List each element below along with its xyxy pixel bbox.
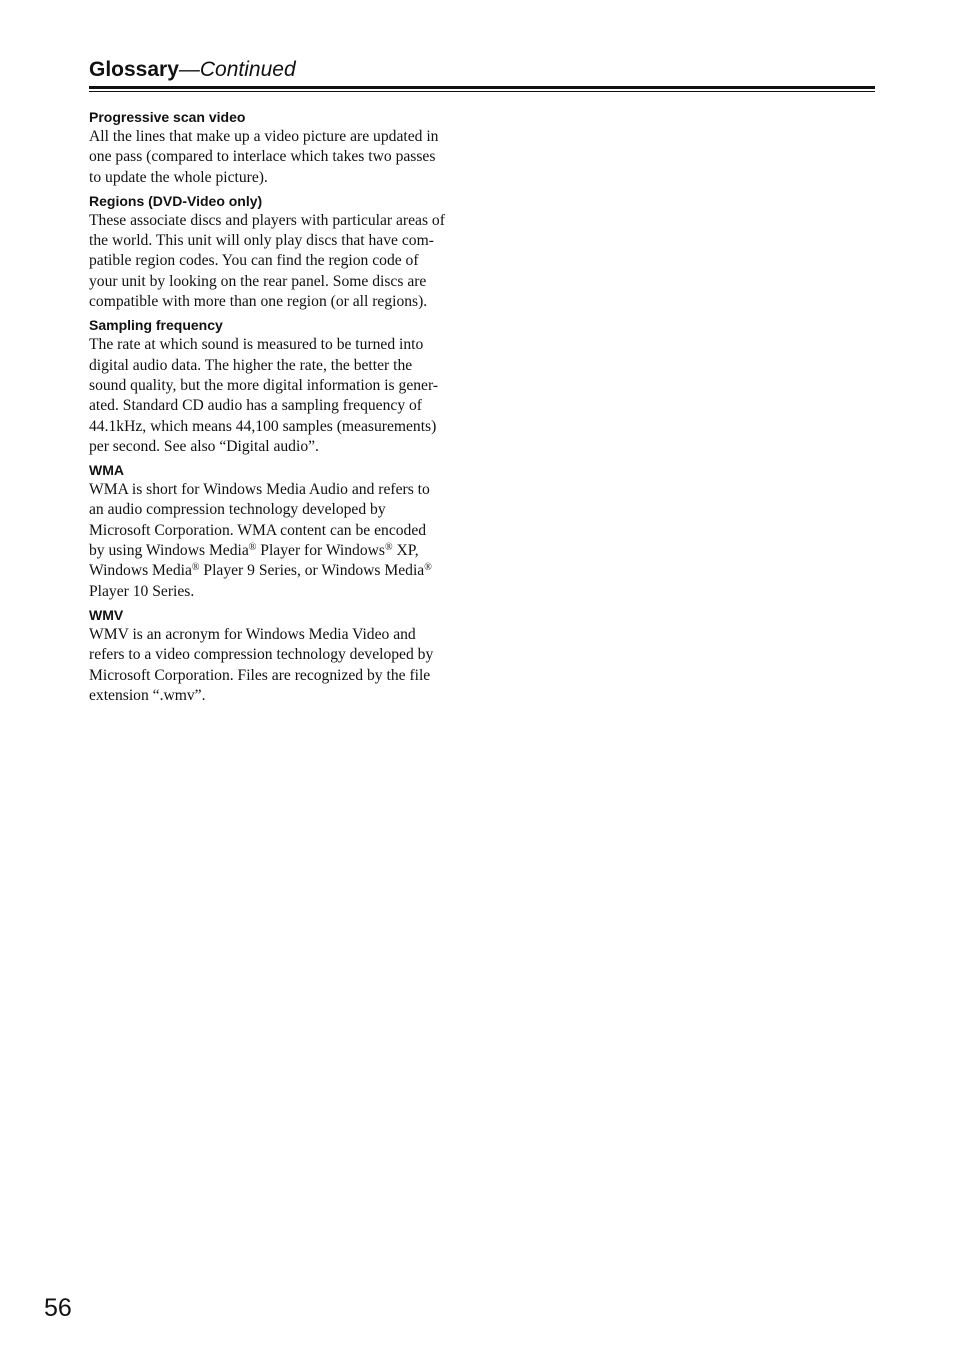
definition-line: sound quality, but the more digital information is gener-	[89, 376, 439, 394]
text-fragment: by using Windows Media	[89, 542, 249, 560]
glossary-entry-progressive-scan-video	[89, 108, 463, 188]
glossary-term: WMA	[89, 462, 124, 479]
text-fragment: Player for Windows	[256, 542, 385, 560]
definition-line: to update the whole picture).	[89, 168, 268, 186]
definition-line: the world. This unit will only play discs that have com-	[89, 232, 434, 250]
definition-line: refers to a video compression technology developed by	[89, 646, 434, 664]
page-title	[89, 56, 875, 84]
definition-line	[89, 561, 463, 581]
header-rule-thick	[89, 86, 875, 89]
definition-line: per second. See also “Digital audio”.	[89, 437, 319, 455]
text-fragment: Windows Media	[89, 562, 192, 580]
definition-line: Microsoft Corporation. Files are recognized by the file	[89, 666, 431, 684]
definition-line: compatible with more than one region (or all regions).	[89, 293, 428, 311]
definition-line	[89, 541, 463, 561]
registered-mark: ®	[248, 542, 257, 554]
definition-line: WMV is an acronym for Windows Media Video and	[89, 625, 416, 643]
glossary-entry-wma	[89, 461, 463, 602]
definition-line: your unit by looking on the rear panel. Some discs are	[89, 272, 427, 290]
text-fragment: Player 9 Series, or Windows Media	[199, 562, 425, 580]
definition-line: 44.1kHz, which means 44,100 samples (measurements)	[89, 417, 437, 435]
glossary-term: Sampling frequency	[89, 317, 223, 334]
glossary-definition	[89, 480, 463, 602]
definition-line: one pass (compared to interlace which takes two passes	[89, 148, 436, 166]
glossary-definition	[89, 625, 463, 706]
text-fragment: XP,	[392, 542, 419, 560]
definition-line: Microsoft Corporation. WMA content can be encoded	[89, 521, 427, 539]
definition-line: Player 10 Series.	[89, 582, 195, 600]
definition-line: WMA is short for Windows Media Audio and refers to	[89, 481, 430, 499]
glossary-definition	[89, 127, 463, 188]
glossary-entry-wmv	[89, 606, 463, 706]
definition-line: ated. Standard CD audio has a sampling frequency of	[89, 397, 423, 415]
glossary-definition	[89, 211, 463, 312]
definition-line: All the lines that make up a video picture are updated in	[89, 128, 439, 145]
header-rule-thin	[89, 91, 875, 92]
registered-mark: ®	[385, 542, 393, 554]
glossary-entry-regions	[89, 192, 463, 312]
definition-line: The rate at which sound is measured to be turned into	[89, 336, 424, 354]
glossary-entry-sampling-frequency	[89, 316, 463, 457]
definition-line: an audio compression technology developed by	[89, 501, 386, 519]
definition-line: extension “.wmv”.	[89, 686, 206, 704]
definition-line: digital audio data. The higher the rate, the better the	[89, 356, 413, 374]
continued-label: —Continued	[178, 58, 296, 81]
glossary-term: WMV	[89, 606, 124, 623]
section-title: Glossary	[89, 58, 179, 81]
registered-mark: ®	[424, 562, 432, 574]
glossary-definition	[89, 335, 463, 457]
registered-mark: ®	[191, 562, 200, 574]
page-header	[89, 56, 875, 84]
glossary-column	[89, 108, 463, 710]
definition-line: These associate discs and players with particular areas of	[89, 211, 445, 229]
definition-line: patible region codes. You can find the region code of	[89, 252, 419, 270]
page-number: 56	[44, 1294, 72, 1322]
glossary-term: Regions (DVD-Video only)	[89, 192, 263, 209]
glossary-term: Progressive scan video	[89, 109, 246, 125]
